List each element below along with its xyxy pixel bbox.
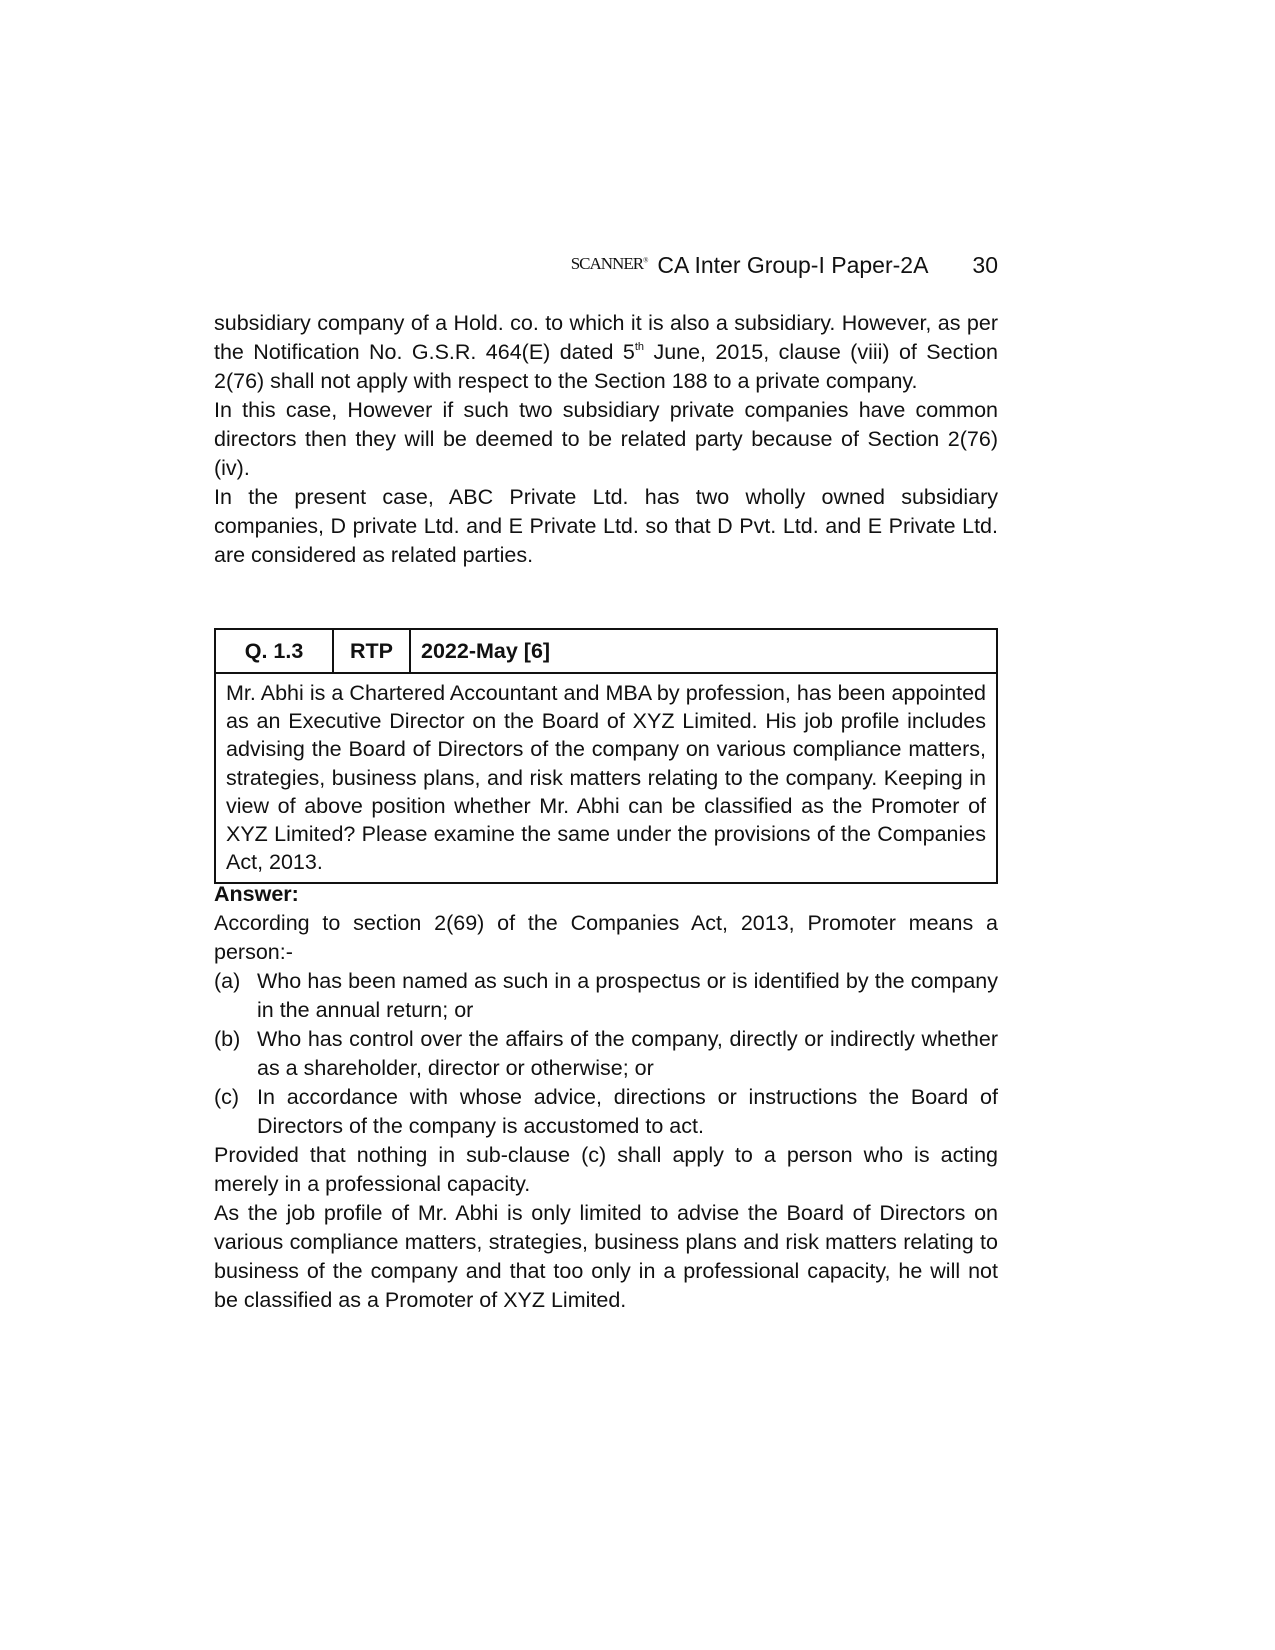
para1-text-b: June, 2015, clause (viii) of Section 2(76) shall not apply with respect to the Section 188 to a private company. [214,340,998,393]
item-label: (c) [214,1085,240,1109]
question-year-marks: 2022-May [6] [421,638,551,663]
list-item [214,1025,998,1083]
question-text: Mr. Abhi is a Chartered Accountant and MBA by profession, has been appointed as an Executive Director on the Board of XYZ Limited. His job profile includes advising the Board of Directors of the company on various compliance matters, strategies, business plans, and risk matters relating to the company. Keeping in view of above position whether Mr. Abhi can be classified as the Promoter of XYZ Limited? Please examine the same under the provisions of the Companies Act, 2013. [226,681,986,875]
item-text: In accordance with whose advice, directions or instructions the Board of Directors of the company is accustomed to act. [257,1085,998,1138]
paragraph-2: In this case, However if such two subsidiary private companies have common directors then they will be deemed to be related party because of Section 2(76)(iv). [214,398,998,480]
item-text: Who has been named as such in a prospectus or is identified by the company in the annual return; or [257,969,998,1022]
book-title: CA Inter Group-I Paper-2A [657,252,929,278]
conclusion-paragraph: As the job profile of Mr. Abhi is only limited to advise the Board of Directors on various compliance matters, strategies, business plans and risk matters relating to business of the company and that too only in a professional capacity, he will not be classified as a Promoter of XYZ Limited. [214,1201,998,1312]
list-item [214,967,998,1025]
list-item [214,1083,998,1141]
item-label: (a) [214,969,241,993]
question-number: Q. 1.3 [216,630,334,672]
question-source: RTP [334,630,411,672]
running-header [571,252,998,279]
answer-label: Answer: [214,882,299,906]
answer-section [214,880,998,1315]
logo-text: SCANNER [570,254,644,273]
proviso-paragraph: Provided that nothing in sub-clause (c) shall apply to a person who is acting merely in a professional capacity. [214,1143,998,1196]
item-label: (b) [214,1027,241,1051]
registered-mark: ® [643,256,648,265]
question-box [214,628,998,884]
question-header [216,630,996,674]
item-text: Who has control over the affairs of the company, directly or indirectly whether as a shareholder, director or otherwise; or [257,1027,998,1080]
intro-section [214,309,998,570]
ordinal-sup: th [634,341,645,353]
answer-intro: According to section 2(69) of the Companies Act, 2013, Promoter means a person:- [214,911,998,964]
paragraph-3: In the present case, ABC Private Ltd. has two wholly owned subsidiary companies, D private Ltd. and E Private Ltd. so that D Pvt. Ltd. and E Private Ltd. are considered as related parties. [214,485,998,567]
page-number: 30 [972,252,998,278]
scanner-logo [571,254,648,274]
paragraph-1 [214,309,998,396]
para1-text-a: subsidiary company of a Hold. co. to which it is also a subsidiary. However, as per the Notification No. G.S.R. 464(E) dated 5 [214,311,998,364]
